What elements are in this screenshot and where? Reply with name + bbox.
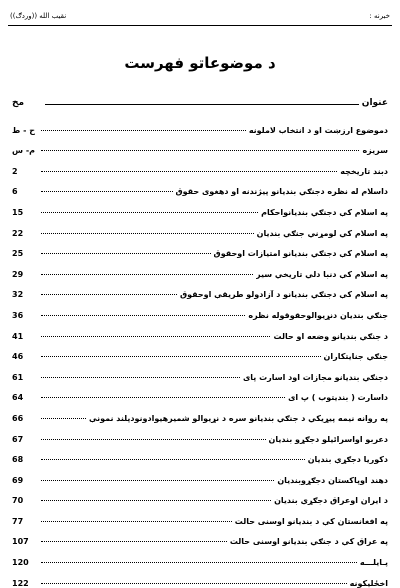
toc-entry bbox=[12, 444, 388, 465]
toc-entry bbox=[12, 258, 388, 279]
toc-entry bbox=[12, 382, 388, 403]
dotted-leader bbox=[41, 583, 347, 584]
toc-entry-page: م- س bbox=[12, 146, 36, 156]
toc-entry-page: 25 bbox=[12, 249, 24, 259]
toc-entry-title: په اسلام کې دجنګي بندیانو د آزادولو طریقې اوحقوق bbox=[179, 290, 388, 300]
toc-entry-page: 64 bbox=[12, 393, 24, 403]
toc-entry-page: 120 bbox=[12, 558, 29, 568]
toc-entry bbox=[12, 423, 388, 444]
toc-entry bbox=[12, 505, 388, 526]
dotted-leader bbox=[41, 397, 285, 398]
dotted-leader bbox=[41, 418, 86, 419]
toc-entry-page: 66 bbox=[12, 413, 24, 423]
toc-entry-title: دکوریا دجګړې بندیان bbox=[307, 455, 388, 465]
toc-entry-page: 70 bbox=[12, 496, 24, 506]
toc-entry-title: دعربو اواسرائیلو دجګړو بندیان bbox=[268, 434, 388, 444]
toc-entry-page: 122 bbox=[12, 578, 29, 588]
toc-entry-title: د ایران اوعراق دجګړې بندیان bbox=[274, 496, 388, 506]
toc-entry-page: 68 bbox=[12, 455, 24, 465]
toc-entry-title: داسارت ( بندیتوب ) پ ای bbox=[288, 393, 388, 403]
header-label: خبرنه : bbox=[369, 12, 390, 20]
toc-entry-page: 67 bbox=[12, 434, 24, 444]
toc-entry-title: جنګي بندیان دنړیوالوحقوقوله نظره bbox=[248, 310, 388, 320]
header-rule bbox=[8, 25, 392, 26]
dotted-leader bbox=[41, 315, 245, 316]
dotted-leader bbox=[41, 480, 274, 481]
toc-list bbox=[12, 114, 388, 588]
toc-entry-page: 46 bbox=[12, 352, 24, 362]
toc-entry-title: پـایلـــه bbox=[359, 558, 388, 568]
dotted-leader bbox=[41, 521, 232, 522]
toc-entry-title: په افغانستان کې د بندیانو اوسنی حالت bbox=[234, 516, 388, 526]
toc-entry-title: دجنګي بندیانو مجازات اود اسارت پای bbox=[242, 372, 388, 382]
dotted-leader bbox=[41, 377, 240, 378]
toc-entry-title: اخځلیکونه bbox=[349, 578, 388, 588]
toc-entry-title: په اسلام کې دجنګي بندیانواحکام bbox=[261, 207, 388, 217]
dotted-leader bbox=[41, 562, 357, 563]
toc-entry bbox=[12, 485, 388, 506]
dotted-leader bbox=[41, 191, 173, 192]
toc-entry-title: دهند اوپاکستان دجګړوبندیان bbox=[277, 475, 388, 485]
toc-entry-title: په عراق کې د جنګي بندیانو اوسنی حالت bbox=[229, 537, 388, 547]
dotted-leader bbox=[41, 294, 177, 295]
toc-entry-title: په اسلام کې دجنګي بندیانو امتیازات اوحقوق bbox=[213, 249, 388, 259]
toc-entry bbox=[12, 155, 388, 176]
dotted-leader bbox=[41, 439, 266, 440]
toc-entry-page: 41 bbox=[12, 331, 24, 341]
toc-entry-page: 107 bbox=[12, 537, 29, 547]
dotted-leader bbox=[41, 212, 258, 213]
dotted-leader bbox=[41, 171, 337, 172]
toc-entry bbox=[12, 279, 388, 300]
toc-entry bbox=[12, 526, 388, 547]
toc-entry bbox=[12, 217, 388, 238]
toc-entry-title: په روانه نیمه پیړیکي د جنګي بندیانو سره د نړیوالو شمیرهیوادونودپلند نمونې bbox=[88, 413, 388, 423]
dotted-leader bbox=[41, 130, 246, 131]
toc-entry-page: 32 bbox=[12, 290, 24, 300]
header-leader-line bbox=[45, 104, 359, 105]
toc-entry bbox=[12, 196, 388, 217]
toc-entry-title: په اسلام کي لومړني جنګي بندیان bbox=[256, 228, 388, 238]
toc-entry-title: داسلام له نظره دجنګي بندیانو پیژندنه او دهغوی حقوق bbox=[175, 187, 388, 197]
title-column-label: عنوان bbox=[361, 98, 388, 108]
dotted-leader bbox=[41, 274, 253, 275]
dotted-leader bbox=[41, 541, 227, 542]
toc-entry bbox=[12, 114, 388, 135]
toc-entry-page: 6 bbox=[12, 187, 18, 197]
toc-entry bbox=[12, 299, 388, 320]
author-header: نقیب الله ((وردګ)) bbox=[10, 12, 67, 20]
toc-entry-title: جنګي جنایتکاران bbox=[323, 352, 388, 362]
toc-entry bbox=[12, 361, 388, 382]
toc-entry-page: 69 bbox=[12, 475, 24, 485]
dotted-leader bbox=[41, 336, 270, 337]
toc-entry bbox=[12, 176, 388, 197]
toc-entry bbox=[12, 238, 388, 259]
toc-entry-title: د جنګي بندیانو وضعه او حالت bbox=[273, 331, 388, 341]
toc-entry-page: 2 bbox=[12, 166, 18, 176]
toc-entry bbox=[12, 402, 388, 423]
page-column-label: مخ bbox=[12, 98, 25, 108]
toc-entry-title: سریزه bbox=[362, 146, 388, 156]
toc-entry bbox=[12, 567, 388, 588]
dotted-leader bbox=[41, 459, 305, 460]
dotted-leader bbox=[41, 356, 321, 357]
toc-entry-page: 22 bbox=[12, 228, 24, 238]
toc-entry-title: دموضوع ارزښت او د انتخاب لاملونه bbox=[248, 125, 388, 135]
dotted-leader bbox=[41, 233, 254, 234]
toc-entry-title: په اسلام کې دنبا دلي تاریخي سیر bbox=[255, 269, 388, 279]
toc-entry bbox=[12, 464, 388, 485]
dotted-leader bbox=[41, 150, 359, 151]
dotted-leader bbox=[41, 253, 211, 254]
toc-entry-page: 61 bbox=[12, 372, 24, 382]
toc-entry-page: 15 bbox=[12, 207, 24, 217]
toc-entry bbox=[12, 341, 388, 362]
dotted-leader bbox=[41, 500, 271, 501]
toc-entry-page: 77 bbox=[12, 516, 24, 526]
toc-entry-page: ح - ط bbox=[12, 125, 35, 135]
toc-entry-page: 36 bbox=[12, 310, 24, 320]
page-title: د موضوعاتو فهرست bbox=[124, 54, 276, 72]
toc-entry-page: 29 bbox=[12, 269, 24, 279]
toc-entry bbox=[12, 135, 388, 156]
toc-column-header bbox=[12, 94, 388, 108]
toc-entry bbox=[12, 320, 388, 341]
toc-entry-title: دبند تاریخچه bbox=[340, 166, 388, 176]
